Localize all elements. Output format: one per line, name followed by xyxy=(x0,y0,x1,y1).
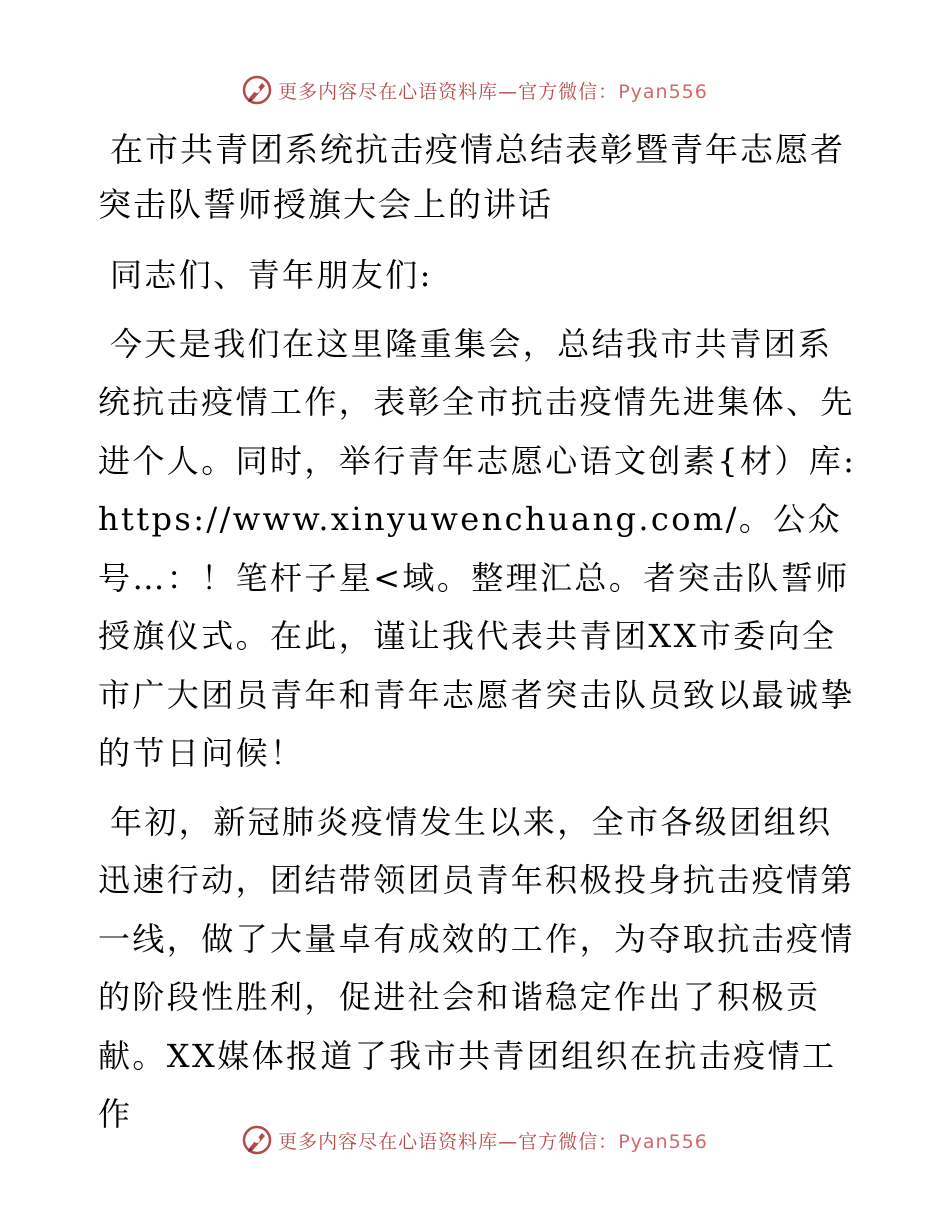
wechat-id: Pyan556 xyxy=(618,80,708,103)
banner-text xyxy=(278,1127,708,1154)
title-line-1: 在市共青团系统抗击疫情总结表彰暨青年志愿者 xyxy=(110,130,845,169)
wechat-label: 官方微信： xyxy=(518,1130,619,1153)
banner-slogan: 更多内容尽在心语资料库 xyxy=(278,1130,499,1153)
banner-separator: — xyxy=(498,80,519,103)
banner-slogan: 更多内容尽在心语资料库 xyxy=(278,80,499,103)
document-title xyxy=(98,122,858,232)
paragraph-1-first-line: 今天是我们在这里隆重集会，总结我市共青团系 xyxy=(110,324,833,363)
footer-watermark-banner xyxy=(0,1122,950,1158)
header-watermark-banner xyxy=(0,72,950,108)
salutation: 同志们、青年朋友们: xyxy=(110,256,433,294)
banner-separator: — xyxy=(498,1130,519,1153)
title-line-2: 突击队誓师授旗大会上的讲话 xyxy=(98,185,553,224)
paragraph-2-first-line: 年初，新冠肺炎疫情发生以来，全市各级团组织 xyxy=(110,802,833,841)
wechat-id: Pyan556 xyxy=(618,1130,708,1153)
paragraph-2-rest: 迅速行动，团结带领团员青年积极投身抗击疫情第一线，做了大量卓有成效的工作，为夺取抗击疫情的阶段性胜利，促进社会和谐稳定作出了积极贡献。XX媒体报道了我市共青团组织在抗击疫情工作 xyxy=(98,861,855,1133)
pen-logo-icon xyxy=(242,75,272,105)
document-body xyxy=(98,122,858,1154)
banner-text xyxy=(278,77,708,104)
pen-logo-icon xyxy=(242,1125,272,1155)
wechat-label: 官方微信： xyxy=(518,80,619,103)
paragraph-1 xyxy=(98,315,858,783)
paragraph-2 xyxy=(98,793,858,1144)
paragraph-1-rest: 统抗击疫情工作，表彰全市抗击疫情先进集体、先进个人。同时，举行青年志愿心语文创素{材）库: https://www.xinyuwenchuang.com/。公众号…：！笔杆子星<域。整理汇总。者突击队誓师授旗仪式。在此，谨让我代表共青团XX市委向全市广大团员青年和青年志愿者突击队员致以最诚挚的节日问候！ xyxy=(98,383,857,772)
